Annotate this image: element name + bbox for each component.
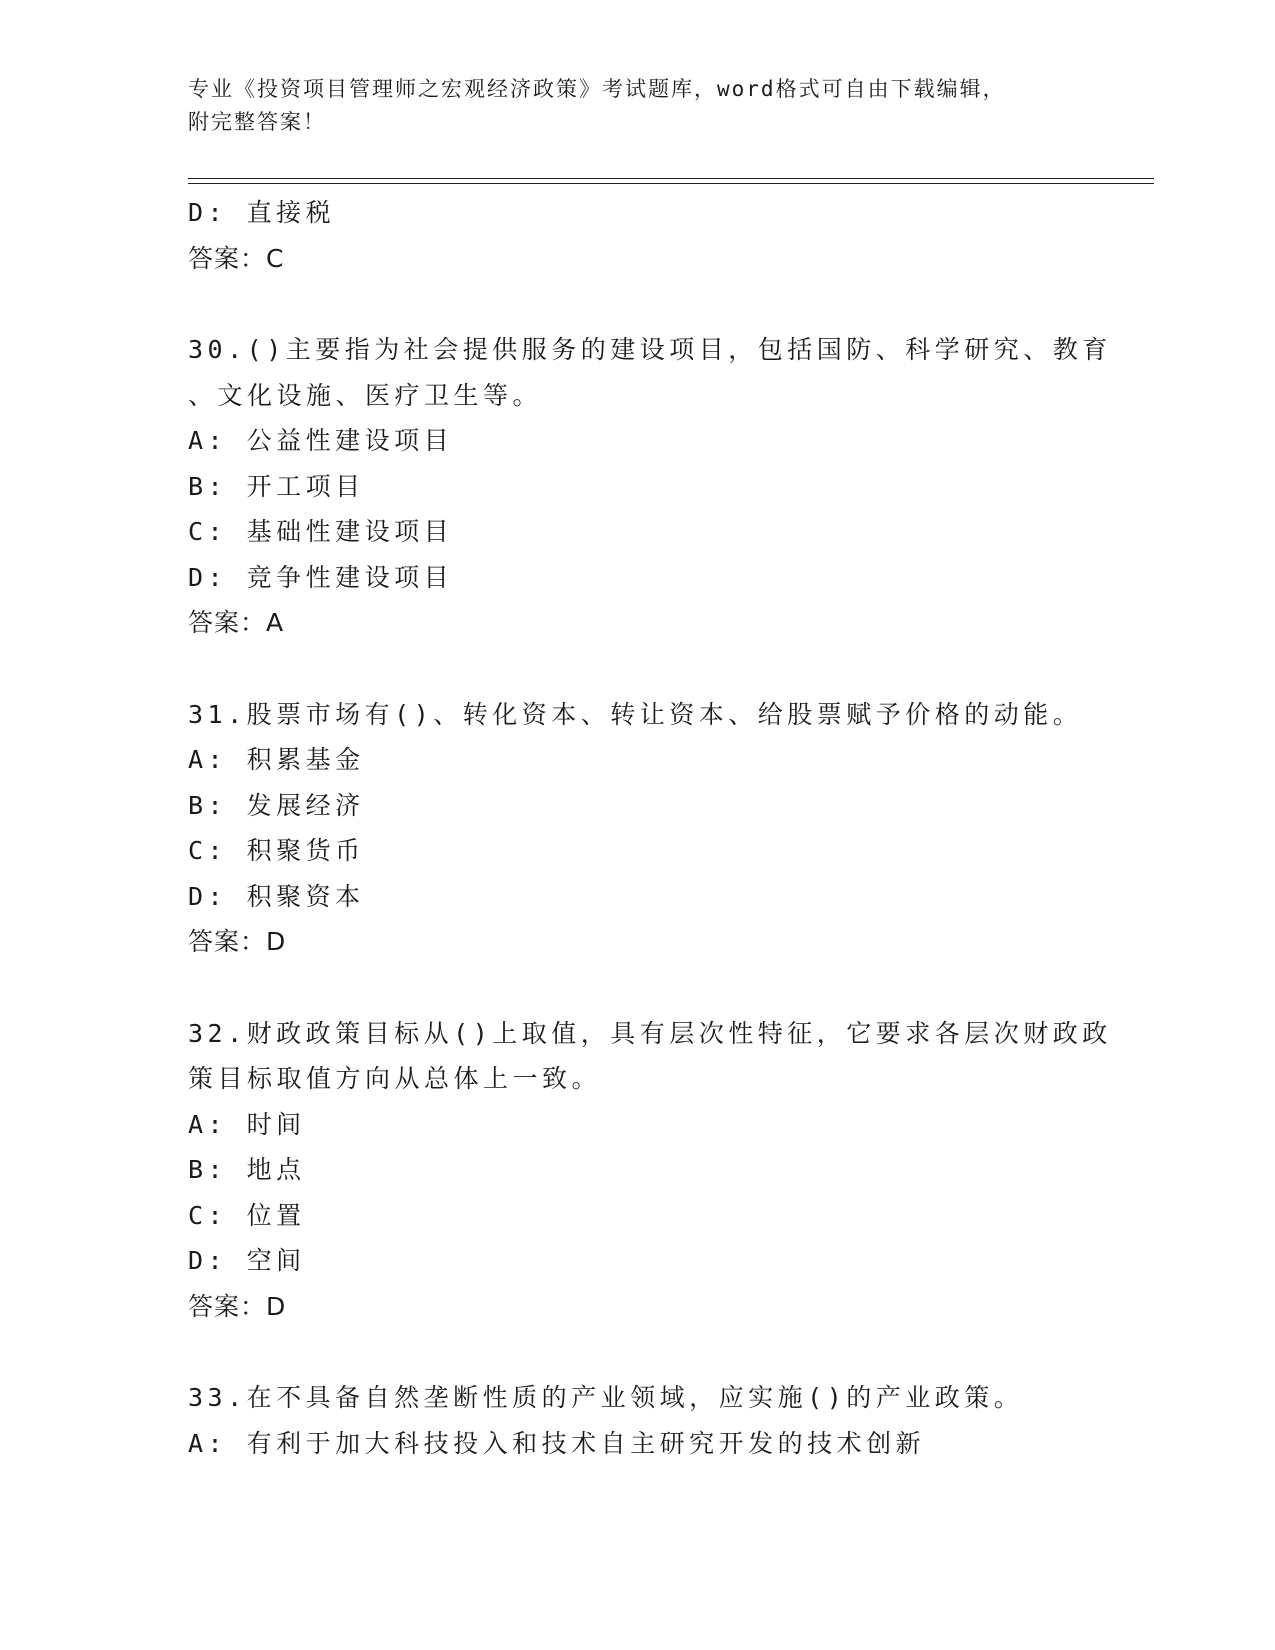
header-divider-bottom — [188, 183, 1154, 184]
option-b: B: 开工项目 — [188, 471, 365, 501]
question-block-29-tail — [188, 190, 1088, 281]
question-text: 33.在不具备自然垄断性质的产业领域，应实施()的产业政策。 — [188, 1383, 1024, 1412]
question-text: 30.()主要指为社会提供服务的建设项目，包括国防、科学研究、教育 — [188, 335, 1112, 364]
option-a: A: 公益性建设项目 — [188, 426, 454, 455]
option-a: A: 积累基金 — [188, 745, 365, 774]
header-line-2: 附完整答案！ — [188, 110, 326, 134]
option-d: D: 空间 — [188, 1246, 306, 1275]
answer-line: 答案：D — [188, 927, 287, 956]
option-a: A: 有利于加大科技投入和技术自主研究开发的技术创新 — [188, 1428, 926, 1458]
header-divider-top — [188, 178, 1154, 179]
question-text-continued: 、文化设施、医疗卫生等。 — [188, 380, 543, 410]
option-a: A: 时间 — [188, 1109, 306, 1139]
answer-line: 答案：A — [188, 608, 285, 637]
option-d: D: 直接税 — [188, 198, 336, 227]
option-c: C: 基础性建设项目 — [188, 517, 454, 546]
answer-line: 答案：D — [188, 1291, 287, 1321]
question-text: 31.股票市场有()、转化资本、转让资本、给股票赋予价格的动能。 — [188, 699, 1083, 729]
option-c: C: 位置 — [188, 1200, 306, 1230]
question-block-31 — [188, 692, 1088, 965]
question-block-33 — [188, 1375, 1088, 1466]
document-header — [188, 73, 1088, 139]
option-b: B: 发展经济 — [188, 790, 365, 820]
question-text: 32.财政政策目标从()上取值，具有层次性特征，它要求各层次财政政 — [188, 1018, 1112, 1048]
question-text-continued: 策目标取值方向从总体上一致。 — [188, 1064, 602, 1093]
option-d: D: 竞争性建设项目 — [188, 562, 454, 592]
question-block-32 — [188, 1011, 1112, 1330]
option-b: B: 地点 — [188, 1155, 306, 1184]
option-d: D: 积聚资本 — [188, 881, 365, 911]
question-list — [188, 190, 1112, 1466]
question-block-30 — [188, 327, 1112, 646]
answer-line: 答案：C — [188, 243, 285, 273]
header-line-1: 专业《投资项目管理师之宏观经济政策》考试题库，word格式可自由下载编辑， — [188, 77, 1006, 101]
option-c: C: 积聚货币 — [188, 836, 365, 865]
